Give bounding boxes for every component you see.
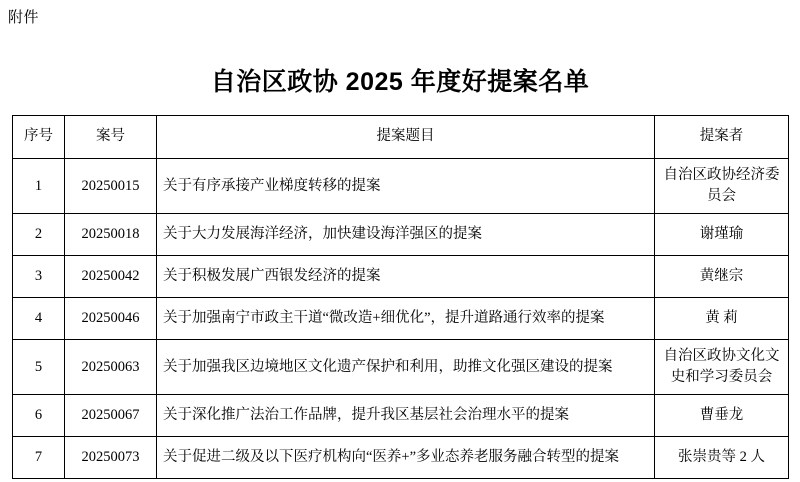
cell-case-no: 20250046 — [65, 298, 157, 340]
cell-case-no: 20250073 — [65, 437, 157, 479]
table-header-row — [13, 116, 789, 159]
proposal-list-table-wrapper — [12, 115, 788, 479]
cell-proposer: 黄继宗 — [655, 256, 789, 298]
cell-seq: 3 — [13, 256, 65, 298]
cell-case-no: 20250042 — [65, 256, 157, 298]
table-row — [13, 214, 789, 256]
cell-seq: 2 — [13, 214, 65, 256]
cell-proposer: 自治区政协经济委员会 — [655, 159, 789, 214]
page-title: 自治区政协 2025 年度好提案名单 — [210, 68, 590, 96]
table-row — [13, 395, 789, 437]
cell-proposal-title: 关于大力发展海洋经济，加快建设海洋强区的提案 — [157, 214, 655, 256]
cell-proposer: 张崇贵等 2 人 — [655, 437, 789, 479]
cell-proposer: 曹垂龙 — [655, 395, 789, 437]
column-header-proposer: 提案者 — [655, 116, 789, 159]
table-body — [13, 159, 789, 479]
cell-seq: 4 — [13, 298, 65, 340]
cell-seq: 5 — [13, 340, 65, 395]
cell-case-no: 20250015 — [65, 159, 157, 214]
table-row — [13, 340, 789, 395]
cell-proposal-title: 关于加强我区边境地区文化遗产保护和利用，助推文化强区建设的提案 — [157, 340, 655, 395]
attachment-label: 附件 — [8, 9, 40, 26]
cell-proposal-title: 关于加强南宁市政主干道“微改造+细优化”，提升道路通行效率的提案 — [157, 298, 655, 340]
column-header-case-no: 案号 — [65, 116, 157, 159]
column-header-proposal-title: 提案题目 — [157, 116, 655, 159]
cell-proposal-title: 关于促进二级及以下医疗机构向“医养+”多业态养老服务融合转型的提案 — [157, 437, 655, 479]
cell-proposal-title: 关于有序承接产业梯度转移的提案 — [157, 159, 655, 214]
cell-case-no: 20250018 — [65, 214, 157, 256]
cell-proposal-title: 关于积极发展广西银发经济的提案 — [157, 256, 655, 298]
cell-seq: 6 — [13, 395, 65, 437]
table-row — [13, 298, 789, 340]
cell-seq: 1 — [13, 159, 65, 214]
table-row — [13, 437, 789, 479]
cell-case-no: 20250063 — [65, 340, 157, 395]
cell-proposal-title: 关于深化推广法治工作品牌，提升我区基层社会治理水平的提案 — [157, 395, 655, 437]
column-header-seq: 序号 — [13, 116, 65, 159]
table-row — [13, 256, 789, 298]
cell-proposer: 自治区政协文化文史和学习委员会 — [655, 340, 789, 395]
table-row — [13, 159, 789, 214]
cell-proposer: 谢瑾瑜 — [655, 214, 789, 256]
cell-case-no: 20250067 — [65, 395, 157, 437]
cell-proposer: 黄 莉 — [655, 298, 789, 340]
proposal-list-table — [12, 115, 789, 479]
table-header — [13, 116, 789, 159]
cell-seq: 7 — [13, 437, 65, 479]
